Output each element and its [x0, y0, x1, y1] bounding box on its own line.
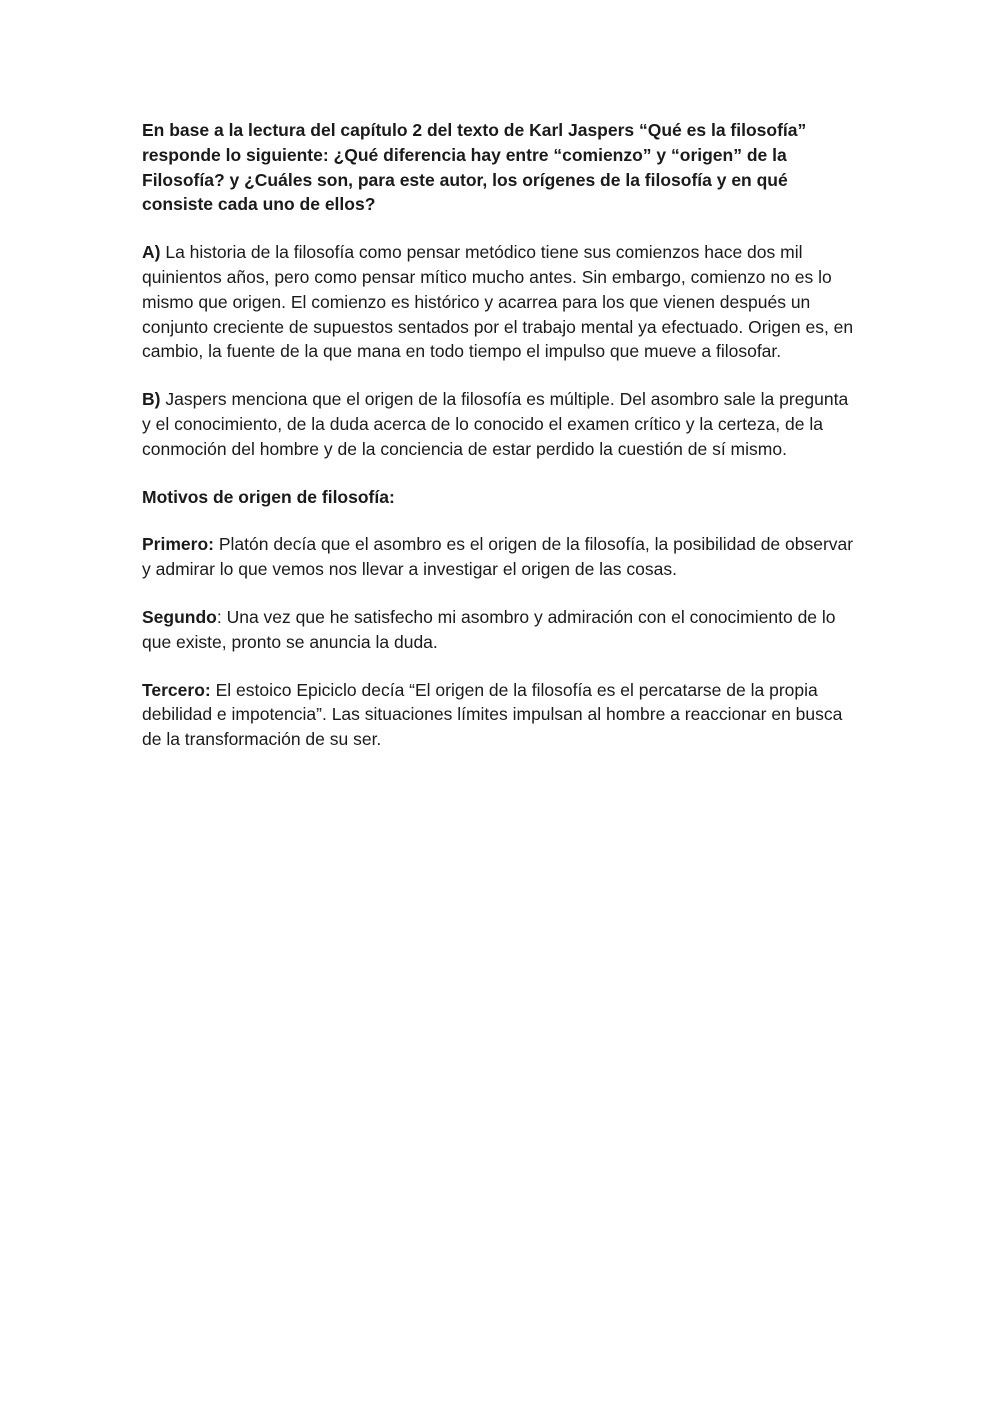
motive-first-paragraph: [142, 532, 858, 582]
motive-first-label: Primero:: [142, 534, 214, 555]
answer-b-paragraph: [142, 387, 858, 461]
answer-a-label: A): [142, 242, 161, 263]
answer-a-text: La historia de la filosofía como pensar metódico tiene sus comienzos hace dos mil quinientos años, pero como pensar mítico mucho antes. Sin embargo, comienzo no es lo mismo que origen. El comienzo es histórico y acarrea para los que vienen después un conjunto creciente de supuestos sentados por el trabajo mental ya efectuado. Origen es, en cambio, la fuente de la que mana en todo tiempo el impulso que mueve a filosofar.: [142, 242, 854, 362]
motive-third-text: El estoico Epiciclo decía “El origen de la filosofía es el percatarse de la propia debilidad e impotencia”. Las situaciones límites impulsan al hombre a reaccionar en busca de la transformación de su ser.: [142, 679, 843, 750]
motive-first-text: Platón decía que el asombro es el origen de la filosofía, la posibilidad de observar y admirar lo que vemos nos llevar a investigar el origen de las cosas.: [142, 534, 854, 580]
answer-a-paragraph: [142, 240, 858, 364]
motive-second-paragraph: [142, 605, 858, 655]
motives-heading: Motivos de origen de filosofía:: [142, 486, 395, 507]
question-paragraph: En base a la lectura del capítulo 2 del texto de Karl Jaspers “Qué es la filosofía” responde lo siguiente: ¿Qué diferencia hay entre “comienzo” y “origen” de la Filosofía? y ¿Cuáles son, para este autor, los orígenes de la filosofía y en qué consiste cada uno de ellos?: [142, 120, 807, 215]
answer-b-text: Jaspers menciona que el origen de la filosofía es múltiple. Del asombro sale la pregunta y el conocimiento, de la duda acerca de lo conocido el examen crítico y la certeza, de la conmoción del hombre y de la conciencia de estar perdido la cuestión de sí mismo.: [142, 389, 849, 459]
motive-third-label: Tercero:: [142, 679, 211, 700]
motive-second-text: : Una vez que he satisfecho mi asombro y admiración con el conocimiento de lo que existe, pronto se anuncia la duda.: [142, 606, 836, 652]
document-body: [142, 118, 858, 775]
motive-second-label: Segundo: [142, 606, 217, 627]
motive-third-paragraph: [142, 678, 858, 752]
answer-b-label: B): [142, 389, 161, 410]
